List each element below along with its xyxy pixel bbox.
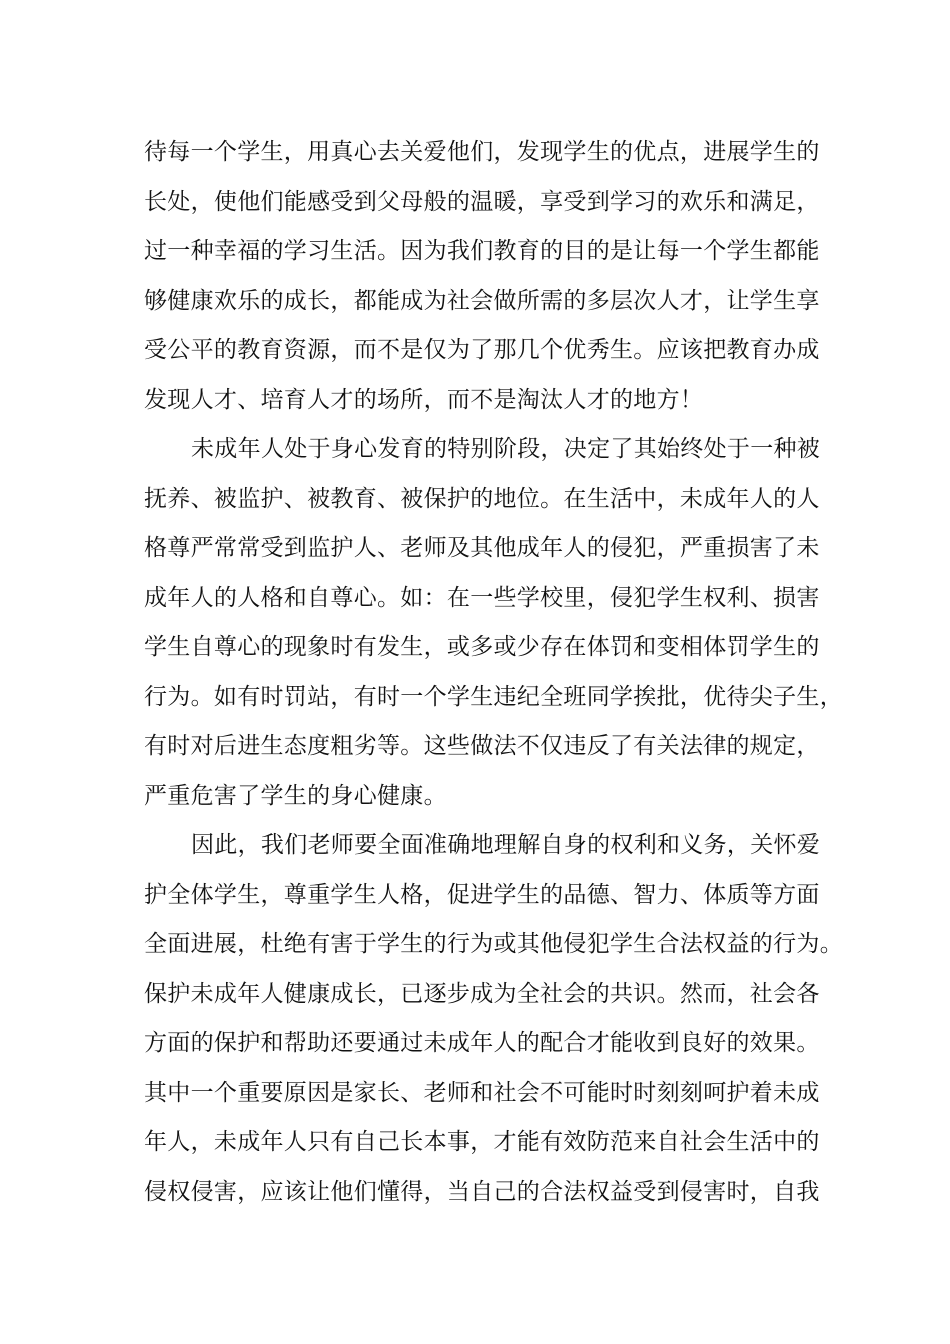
- paragraph-start-line: 未成年人处于身心发育的特别阶段，决定了其始终处于一种被: [191, 436, 821, 462]
- text-line: 有时对后进生态度粗劣等。这些做法不仅违反了有关法律的规定，: [144, 733, 820, 759]
- text-line: 保护未成年人健康成长，已逐步成为全社会的共识。然而，社会各: [144, 980, 820, 1007]
- text-line: 其中一个重要原因是家长、老师和社会不可能时时刻刻呵护着未成: [144, 1079, 820, 1106]
- text-line: 成年人的人格和自尊心。如：在一些学校里，侵犯学生权利、损害: [144, 584, 820, 611]
- text-line: 过一种幸福的学习生活。因为我们教育的目的是让每一个学生都能: [144, 238, 820, 264]
- paragraph-start-line: 因此，我们老师要全面准确地理解自身的权利和义务，关怀爱: [191, 832, 821, 858]
- text-line: 全面进展，杜绝有害于学生的行为或其他侵犯学生合法权益的行为。: [144, 931, 843, 957]
- text-line: 严重危害了学生的身心健康。: [144, 782, 447, 809]
- text-line: 长处，使他们能感受到父母般的温暖，享受到学习的欢乐和满足，: [144, 188, 820, 215]
- text-line: 受公平的教育资源，而不是仅为了那几个优秀生。应该把教育办成: [144, 337, 820, 363]
- text-line: 抚养、被监护、被教育、被保护的地位。在生活中，未成年人的人: [144, 485, 820, 512]
- text-line: 发现人才、培育人才的场所，而不是淘汰人才的地方！: [144, 386, 704, 413]
- body-text: [144, 128, 843, 1217]
- text-line: 方面的保护和帮助还要通过未成年人的配合才能收到良好的效果。: [144, 1030, 820, 1056]
- text-line: 年人，未成年人只有自己长本事，才能有效防范来自社会生活中的: [144, 1129, 820, 1155]
- text-line: 学生自尊心的现象时有发生，或多或少存在体罚和变相体罚学生的: [144, 634, 820, 660]
- text-line: 护全体学生，尊重学生人格，促进学生的品德、智力、体质等方面: [144, 881, 820, 908]
- text-line: 够健康欢乐的成长，都能成为社会做所需的多层次人才，让学生享: [144, 287, 820, 314]
- text-line: 格尊严常常受到监护人、老师及其他成年人的侵犯，严重损害了未: [144, 535, 820, 561]
- text-line: 侵权侵害，应该让他们懂得，当自己的合法权益受到侵害时，自我: [144, 1178, 820, 1205]
- text-line: 待每一个学生，用真心去关爱他们，发现学生的优点，进展学生的: [144, 139, 820, 165]
- text-line: 行为。如有时罚站，有时一个学生违纪全班同学挨批，优待尖子生，: [144, 683, 843, 710]
